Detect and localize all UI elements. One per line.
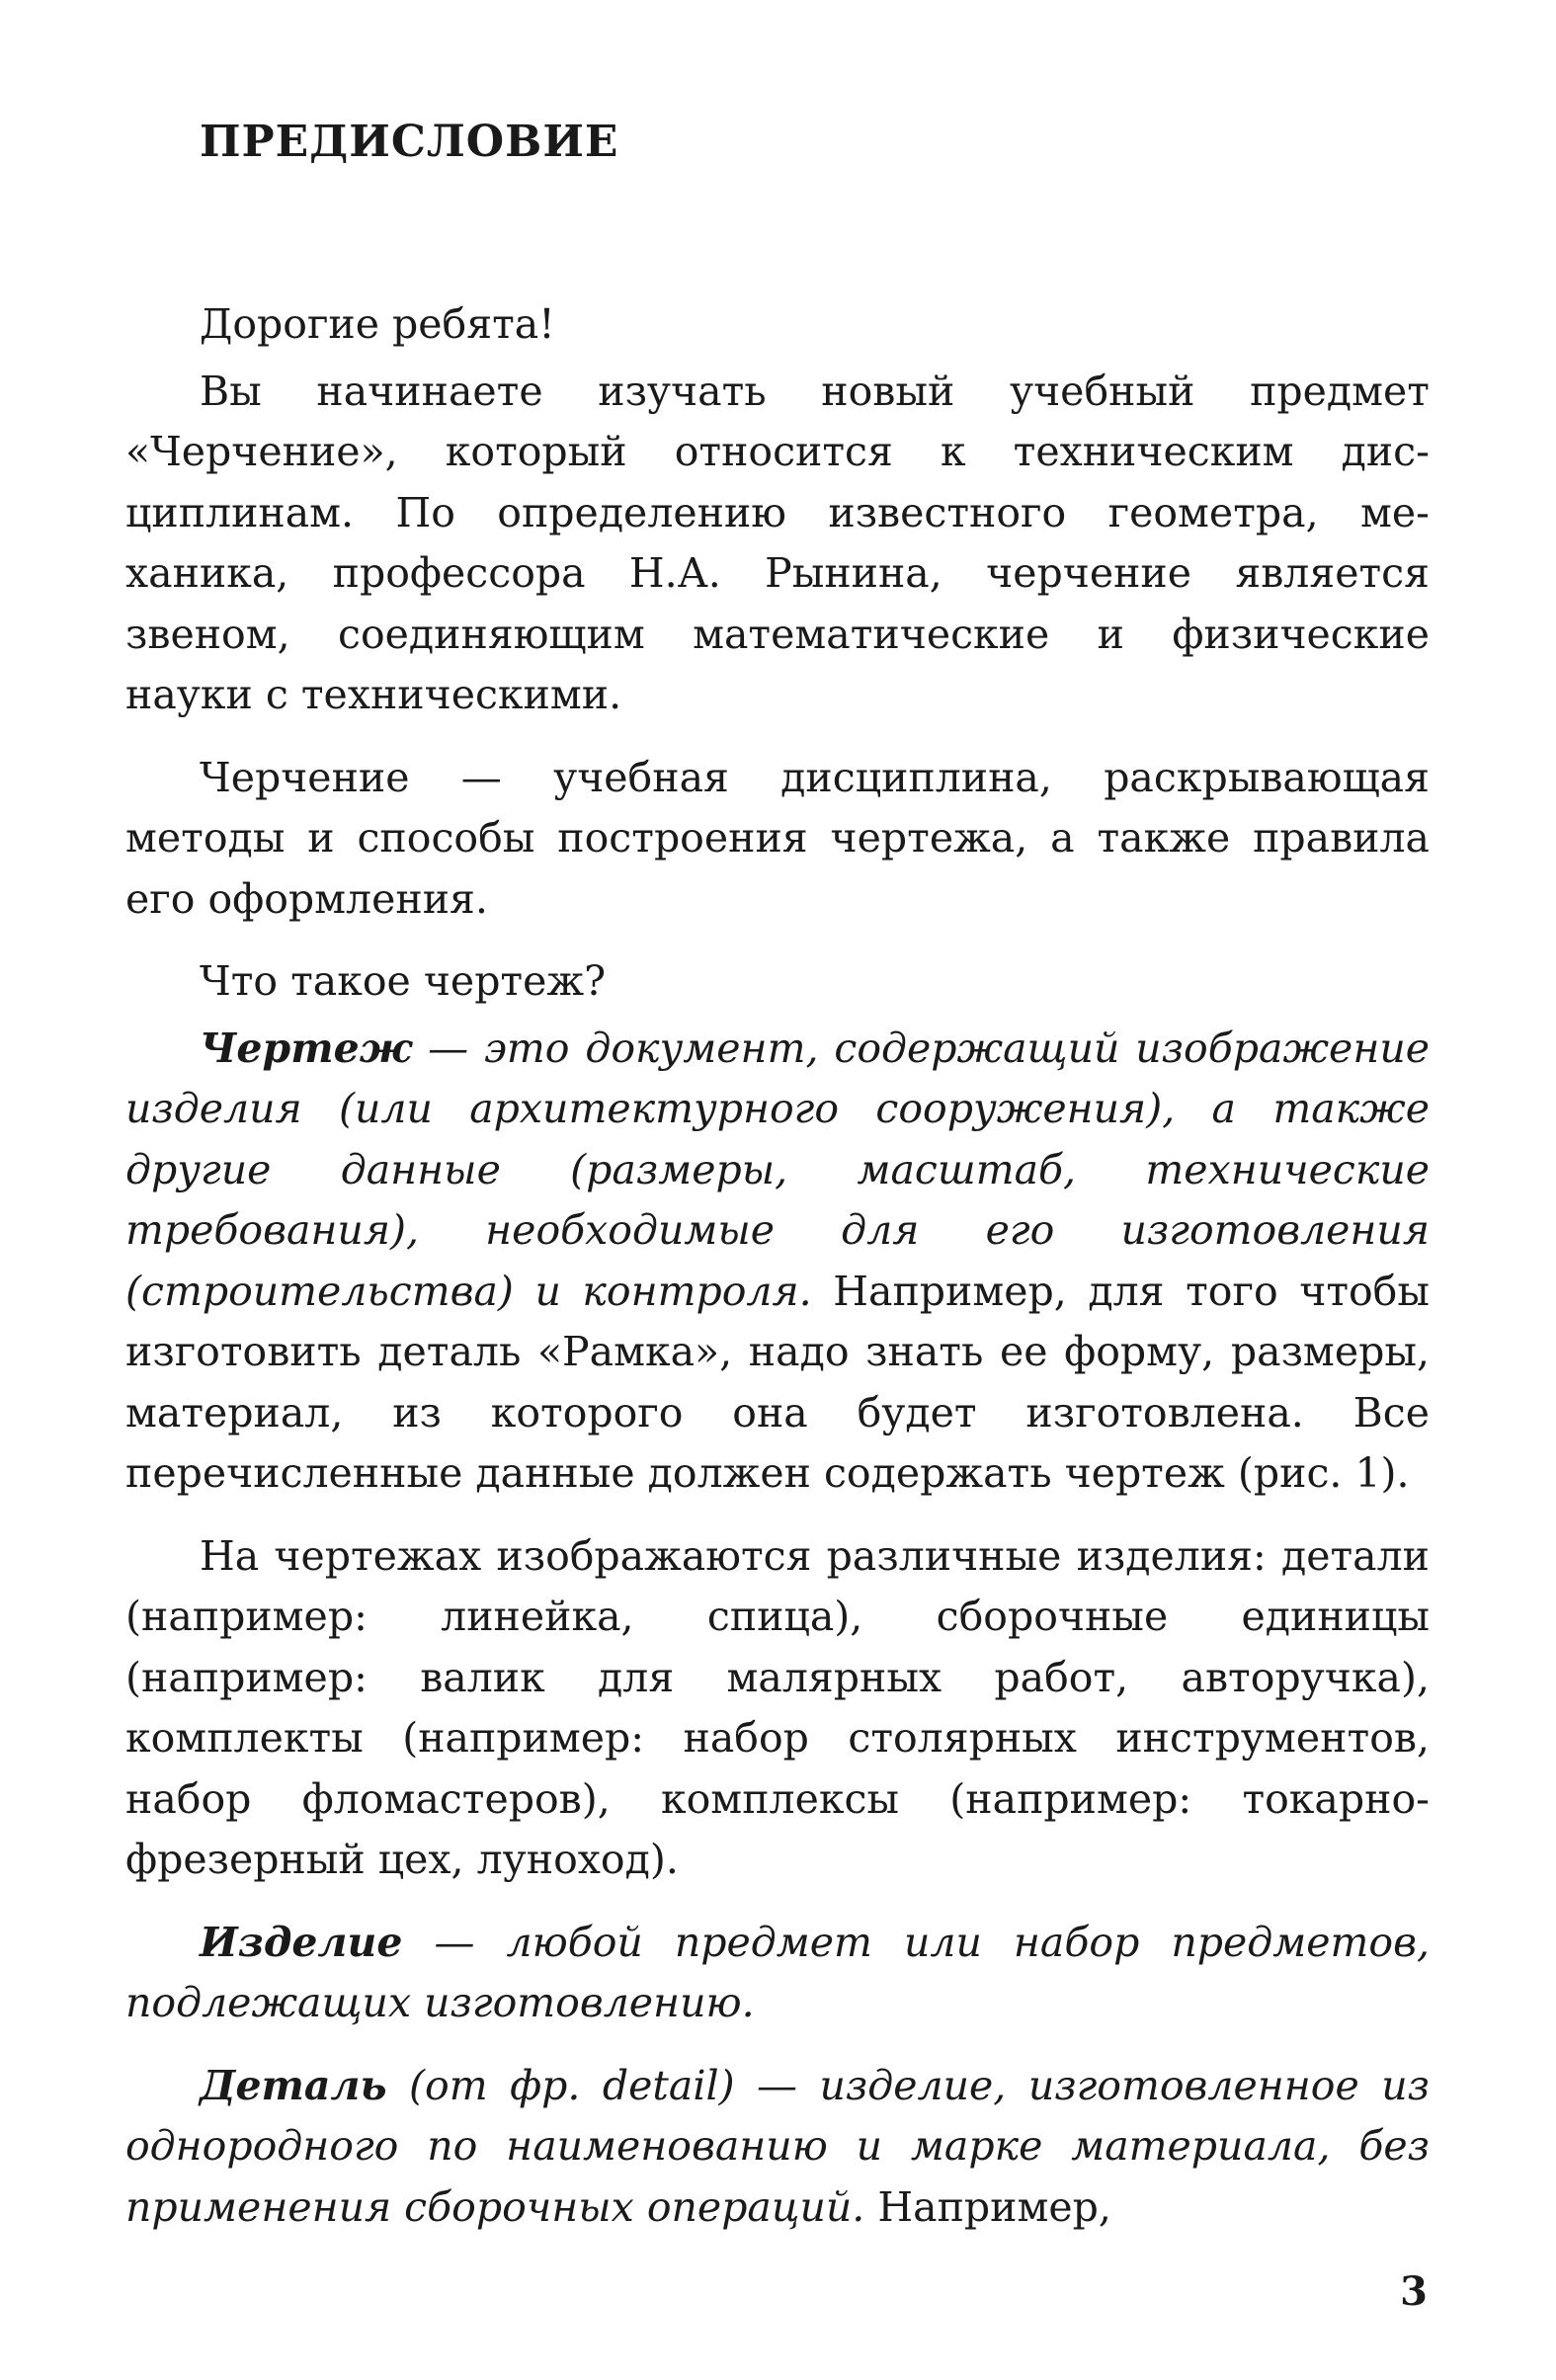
question-paragraph: Что такое чертеж?: [200, 957, 607, 1005]
term-product: Изделие: [200, 1918, 403, 1966]
term-part: Деталь: [200, 2061, 387, 2109]
products-paragraph: На чертежах изображаются различные изделия: детали (например: линейка, спица), сборочные единицы (например: валик для малярных работ, авторучка), комплекты (например: набор столярных инструментов, набор фломастеров), комплексы (например: токарно-фрезерный цех, луноход).: [125, 1531, 1430, 1883]
definition-product: — любой предмет или набор предметов, подлежащих изготовлению.: [125, 1918, 1430, 2026]
page-body: [125, 294, 1430, 2259]
term-drawing: Чертеж: [200, 1024, 413, 1072]
greeting-paragraph: Дорогие ребята!: [200, 300, 555, 348]
definition-part: (от фр. detail) — изделие, изготовленное из однородного по наименованию и марке материала, без применения сборочных операций.: [125, 2061, 1430, 2231]
part-example-text: Например,: [864, 2182, 1111, 2231]
drawing-definition-paragraph: [125, 1019, 1430, 1505]
product-definition-paragraph: [125, 1913, 1430, 2034]
part-definition-paragraph: [125, 2056, 1430, 2239]
intro-paragraph: Вы начинаете изучать новый учебный предмет «Черчение», который относится к техническим дисциплинам. По определению известного геометра, механика, профессора Н.А. Рынина, черчение является звеном, соединяющим математические и физические науки с техническими.: [125, 367, 1430, 718]
page-title: ПРЕДИСЛОВИЕ: [200, 117, 619, 167]
drawing-example-text: Например, для того чтобы изготовить деталь «Рамка», надо знать ее форму, размеры, материал, из которого она будет изготовлена. Все перечисленные данные должен содержать чертеж (рис. 1).: [125, 1267, 1430, 1497]
drawing-discipline-paragraph: Черчение — учебная дисциплина, раскрывающая методы и способы построения чертежа, а также правила его оформления.: [125, 753, 1430, 923]
definition-drawing: — это документ, содержащий изображение изделия (или архитектурного сооружения), а также другие данные (размеры, масштаб, технические требования), необходимые для его изготовления (строительства) и контроля.: [125, 1024, 1430, 1315]
page-number: 3: [1400, 2268, 1428, 2315]
